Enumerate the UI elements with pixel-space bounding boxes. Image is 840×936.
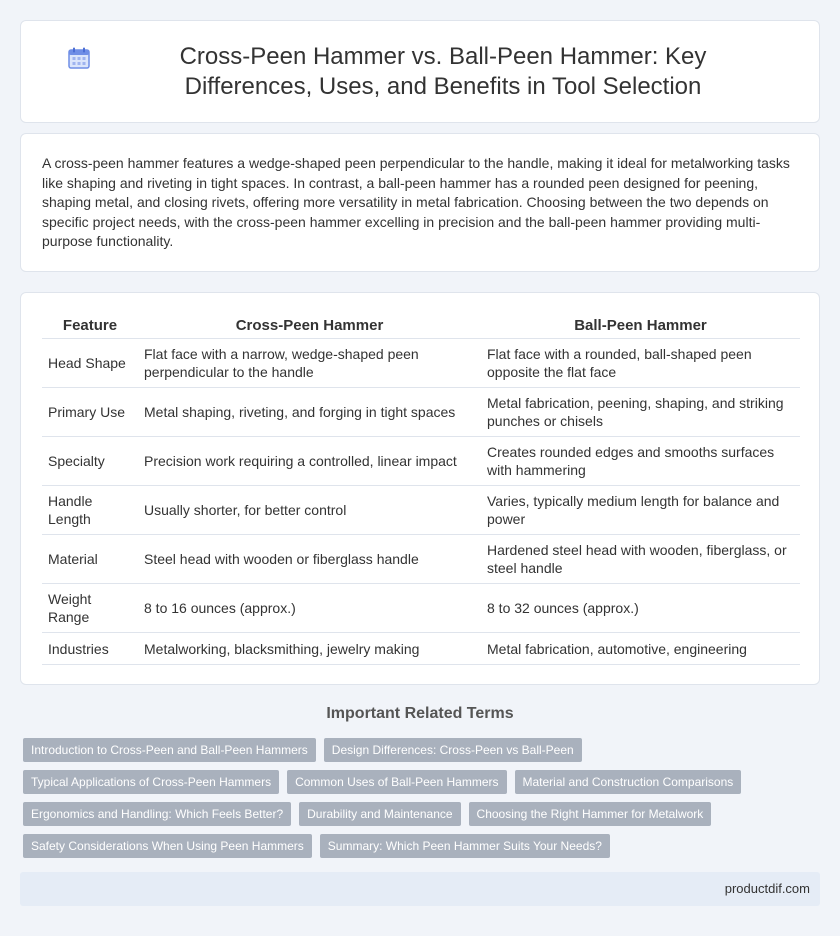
feature-cell: Primary Use [42,388,138,437]
ball-peen-cell: Varies, typically medium length for balance and power [481,486,800,535]
title-card [20,20,820,123]
ball-peen-cell: Metal fabrication, peening, shaping, and striking punches or chisels [481,388,800,437]
related-term-tag[interactable]: Ergonomics and Handling: Which Feels Better? [23,802,291,826]
comparison-table [42,313,800,665]
intro-card [20,133,820,272]
cross-peen-cell: Usually shorter, for better control [138,486,481,535]
feature-cell: Head Shape [42,339,138,388]
related-term-tag[interactable]: Material and Construction Comparisons [515,770,742,794]
related-terms-heading: Important Related Terms [326,705,514,722]
related-term-tag[interactable]: Summary: Which Peen Hammer Suits Your Needs? [320,834,610,858]
header-cross-peen: Cross-Peen Hammer [138,313,481,339]
cross-peen-cell: Flat face with a narrow, wedge-shaped peen perpendicular to the handle [138,339,481,388]
ball-peen-cell: Creates rounded edges and smooths surfaces with hammering [481,437,800,486]
ball-peen-cell: Flat face with a rounded, ball-shaped peen opposite the flat face [481,339,800,388]
related-term-tag[interactable]: Typical Applications of Cross-Peen Hammers [23,770,279,794]
related-term-tag[interactable]: Common Uses of Ball-Peen Hammers [287,770,506,794]
intro-paragraph: A cross-peen hammer features a wedge-shaped peen perpendicular to the handle, making it ideal for metalworking tasks like shaping and riveting in tight spaces. In contrast, a ball-peen hammer has a rounded peen designed for peening, shaping metal, and closing rivets, offering more versatility in metal fabrication. Choosing between the two depends on specific project needs, with the cross-peen hammer excelling in precision and the ball-peen hammer providing multi-purpose functionality. [42,155,790,250]
table-row [42,584,800,633]
table-row [42,388,800,437]
table-row [42,486,800,535]
ball-peen-cell: Metal fabrication, automotive, engineering [481,633,800,665]
cross-peen-cell: Steel head with wooden or fiberglass handle [138,535,481,584]
feature-cell: Material [42,535,138,584]
feature-cell: Specialty [42,437,138,486]
footer-site-name[interactable]: productdif.com [724,881,810,896]
related-term-tag[interactable]: Choosing the Right Hammer for Metalwork [469,802,712,826]
cross-peen-cell: Metal shaping, riveting, and forging in tight spaces [138,388,481,437]
feature-cell: Handle Length [42,486,138,535]
table-header-row [42,313,800,339]
related-term-tag[interactable]: Design Differences: Cross-Peen vs Ball-Peen [324,738,582,762]
feature-cell: Weight Range [42,584,138,633]
feature-cell: Industries [42,633,138,665]
ball-peen-cell: 8 to 32 ounces (approx.) [481,584,800,633]
comparison-card [20,292,820,685]
cross-peen-cell: 8 to 16 ounces (approx.) [138,584,481,633]
related-term-tag[interactable]: Introduction to Cross-Peen and Ball-Peen Hammers [23,738,316,762]
table-row [42,633,800,665]
table-row [42,437,800,486]
table-row [42,339,800,388]
page-title: Cross-Peen Hammer vs. Ball-Peen Hammer: Key Differences, Uses, and Benefits in Tool Selection [179,42,707,100]
table-row [42,535,800,584]
calendar-icon [67,46,91,70]
cross-peen-cell: Precision work requiring a controlled, linear impact [138,437,481,486]
footer-bar [20,872,820,906]
header-ball-peen: Ball-Peen Hammer [481,313,800,339]
cross-peen-cell: Metalworking, blacksmithing, jewelry making [138,633,481,665]
header-feature: Feature [42,313,138,339]
related-terms-list [23,738,734,866]
related-term-tag[interactable]: Safety Considerations When Using Peen Hammers [23,834,312,858]
related-term-tag[interactable]: Durability and Maintenance [299,802,460,826]
ball-peen-cell: Hardened steel head with wooden, fiberglass, or steel handle [481,535,800,584]
